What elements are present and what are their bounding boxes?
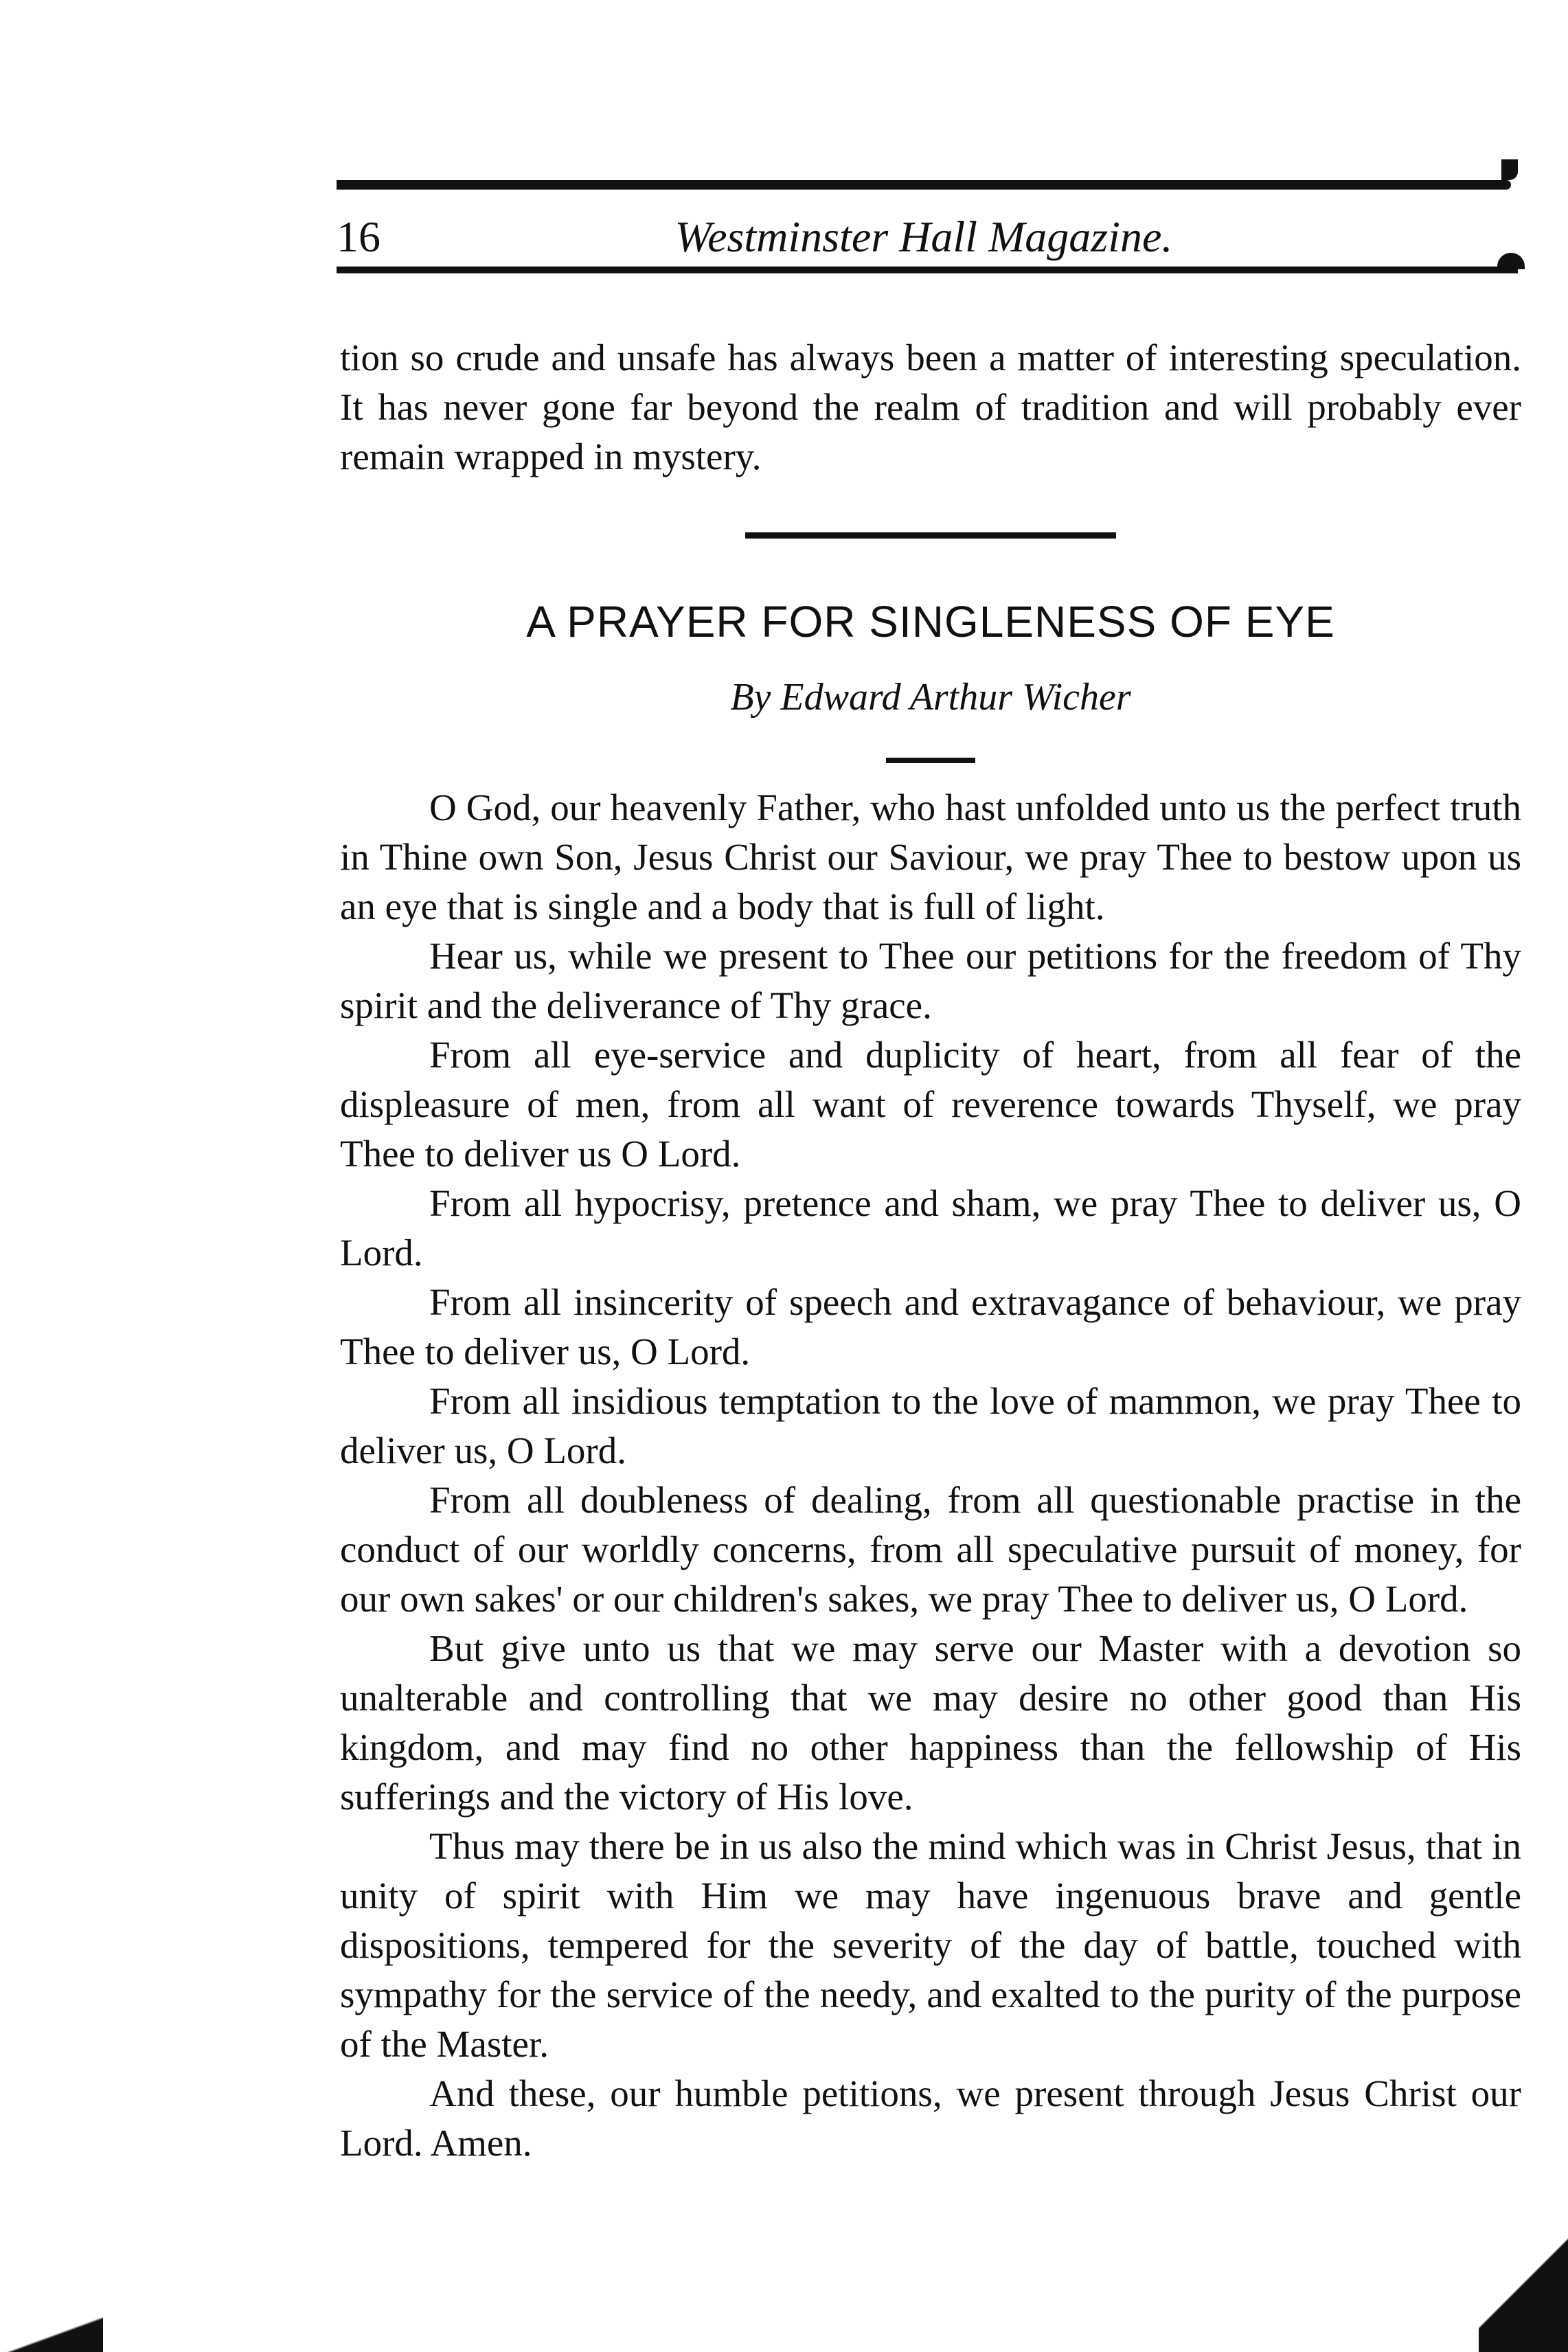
scan-shadow-corner — [1479, 2187, 1568, 2352]
prayer-paragraph: But give unto us that we may serve our Master with a devotion so unalterable and controlling that we may desire no other good than His kingdom, and may find no other happiness than the fellowship of His sufferings and the victory of His love. — [340, 1627, 1521, 1818]
lead-paragraph: tion so crude and unsafe has always been a matter of interesting speculation. It has never gone far beyond the realm of tradition and will probably ever remain wrapped in mystery. — [340, 337, 1521, 477]
prayer-paragraph: From all hypocrisy, pretence and sham, we pray Thee to deliver us, O Lord. — [340, 1182, 1521, 1274]
running-header — [337, 206, 1511, 268]
scan-shadow-edge — [0, 2311, 103, 2352]
header-rule-top — [337, 180, 1511, 190]
article-title: A PRAYER FOR SINGLENESS OF EYE — [526, 597, 1335, 646]
article-body — [340, 783, 1521, 2168]
prayer-paragraph: And these, our humble petitions, we present through Jesus Christ our Lord. Amen. — [340, 2072, 1521, 2164]
prayer-paragraph: Hear us, while we present to Thee our petitions for the freedom of Thy spirit and the deliverance of Thy grace. — [340, 935, 1521, 1026]
prayer-paragraph: From all eye-service and duplicity of heart, from all fear of the displeasure of men, from all want of reverence towards Thyself, we pray Thee to deliver us O Lord. — [340, 1034, 1521, 1175]
running-title: Westminster Hall Magazine. — [674, 212, 1173, 261]
article-byline: By Edward Arthur Wicher — [730, 676, 1131, 719]
prayer-paragraph: Thus may there be in us also the mind which was in Christ Jesus, that in unity of spirit with Him we may have ingenuous brave and gentle dispositions, tempered for the severity of the day of battle, touched with sympathy for the service of the needy, and exalted to the purity of the purpose of the Master. — [340, 1825, 1521, 2065]
page-number: 16 — [337, 212, 380, 261]
prayer-paragraph: From all insidious temptation to the love of mammon, we pray Thee to deliver us, O Lord. — [340, 1380, 1521, 1471]
section-divider — [745, 532, 1116, 539]
prayer-paragraph: From all doubleness of dealing, from all questionable practise in the conduct of our worldly concerns, from all speculative pursuit of money, for our own sakes' or our children's sakes, we pray Thee to deliver us, O Lord. — [340, 1479, 1521, 1620]
prayer-paragraph: O God, our heavenly Father, who hast unfolded unto us the perfect truth in Thine own Son, Jesus Christ our Saviour, we pray Thee to bestow upon us an eye that is single and a body that is full of light. — [340, 787, 1521, 927]
title-divider — [886, 758, 975, 763]
continued-text — [340, 333, 1521, 482]
header-rule-bottom — [337, 267, 1518, 273]
prayer-paragraph: From all insincerity of speech and extravagance of behaviour, we pray Thee to deliver us, O Lord. — [340, 1281, 1521, 1372]
